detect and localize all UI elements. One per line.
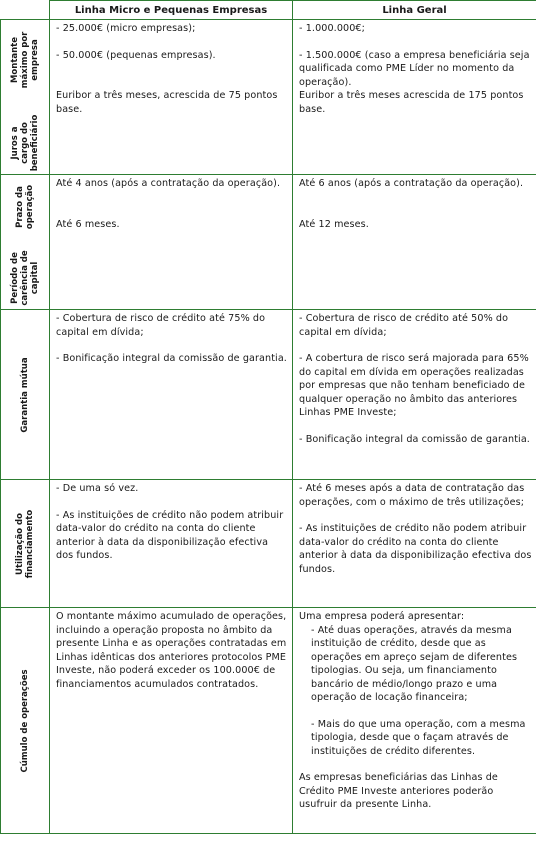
row-cumulo <box>1 608 536 834</box>
cumulo-micro: O montante máximo acumulado de operações, incluindo a operação proposta no âmbito da presente Linha e as operações contratadas em Linhas idênticas dos anteriores protocolos PME Investe, não poderá exceder os 100.000€ de financiamentos acumulados contratados. <box>56 611 287 690</box>
cell-utilizacao-geral <box>293 480 536 608</box>
cumulo-geral-item-1: - Até duas operações, através da mesma instituição de crédito, desde que as operações em apreço sejam de diferentes tipologias. Ou seja, um financiamento bancário de médio/longo prazo e uma operação de locação financeira; <box>311 624 518 703</box>
row-label-cell <box>1 608 50 834</box>
prazo-geral: Até 6 anos (após a contratação da operação). <box>299 178 524 189</box>
cumulo-geral-outro: As empresas beneficiárias das Linhas de Crédito PME Investe anteriores poderão usufruir da presente Linha. <box>299 772 498 810</box>
cell-cumulo-geral <box>293 608 536 834</box>
utilizacao-geral-1: - Até 6 meses após a data de contratação das operações, com o máximo de três utilizações; <box>299 483 525 508</box>
row-label-cell <box>1 175 50 310</box>
utilizacao-geral-2: - As instituições de crédito não podem atribuir data-valor do crédito na conta do cliente anterior à data da disponibilização efectiva dos fundos. <box>299 523 532 575</box>
montante-micro-2: - 50.000€ (pequenas empresas). <box>56 49 216 61</box>
juros-micro: Euribor a três meses, acrescida de 75 pontos base. <box>56 90 278 115</box>
label-juros: Juros a cargo do beneficiário <box>10 114 40 172</box>
header-row <box>1 1 536 20</box>
row-garantia <box>1 310 536 480</box>
label-garantia: Garantia mútua <box>20 356 30 433</box>
header-micro-pequenas: Linha Micro e Pequenas Empresas <box>50 1 293 20</box>
utilizacao-micro-1: - De uma só vez. <box>56 483 139 494</box>
label-montante: Montante máximo por empresa <box>10 31 40 89</box>
row-label-cell <box>1 20 50 175</box>
label-cumulo: Cúmulo de operações <box>20 668 30 773</box>
carencia-micro: Até 6 meses. <box>56 218 120 230</box>
cell-prazo-carencia-micro <box>50 175 293 310</box>
montante-geral-1: - 1.000.000€; <box>299 23 365 34</box>
juros-geral: Euribor a três meses acrescida de 175 pontos base. <box>299 90 524 115</box>
cumulo-geral-intro: Uma empresa poderá apresentar: <box>299 611 465 622</box>
garantia-geral-2: - A cobertura de risco será majorada para 65% do capital em dívida em operações realizadas por empresas que não tenham beneficiado de qualquer operação no âmbito das anteriores Linhas PME Investe; <box>299 353 529 418</box>
utilizacao-micro-2: - As instituições de crédito não podem atribuir data-valor do crédito na conta do cliente anterior à data da disponibilização efectiva dos fundos. <box>56 509 284 561</box>
garantia-geral-3: - Bonificação integral da comissão de garantia. <box>299 433 530 445</box>
row-prazo-carencia <box>1 175 536 310</box>
carencia-geral: Até 12 meses. <box>299 218 369 230</box>
cell-cumulo-micro <box>50 608 293 834</box>
cell-prazo-carencia-geral <box>293 175 536 310</box>
cell-montante-juros-micro <box>50 20 293 175</box>
cumulo-geral-item-2: - Mais do que uma operação, com a mesma tipologia, desde que o façam através de instituições de crédito diferentes. <box>311 718 526 757</box>
label-carencia: Período de carência de capital <box>10 250 40 306</box>
prazo-micro: Até 4 anos (após a contratação da operação). <box>56 178 281 189</box>
cell-montante-juros-geral <box>293 20 536 175</box>
garantia-micro-2: - Bonificação integral da comissão de garantia. <box>56 353 287 364</box>
row-utilizacao <box>1 480 536 608</box>
montante-micro-1: - 25.000€ (micro empresas); <box>56 23 196 34</box>
corner-cell <box>1 1 50 20</box>
row-label-cell <box>1 310 50 480</box>
header-linha-geral: Linha Geral <box>293 1 536 20</box>
montante-geral-2: - 1.500.000€ (caso a empresa beneficiária seja qualificada como PME Líder no momento da operação). <box>299 49 530 88</box>
row-label-cell <box>1 480 50 608</box>
row-montante-juros <box>1 20 536 175</box>
label-utilizacao: Utilização do financiamento <box>15 509 35 578</box>
cell-garantia-geral <box>293 310 536 480</box>
garantia-geral-1: - Cobertura de risco de crédito até 50% do capital em dívida; <box>299 313 509 338</box>
cell-utilizacao-micro <box>50 480 293 608</box>
label-prazo: Prazo da operação <box>15 184 35 230</box>
garantia-micro-1: - Cobertura de risco de crédito até 75% do capital em dívida; <box>56 313 266 338</box>
cell-garantia-micro <box>50 310 293 480</box>
